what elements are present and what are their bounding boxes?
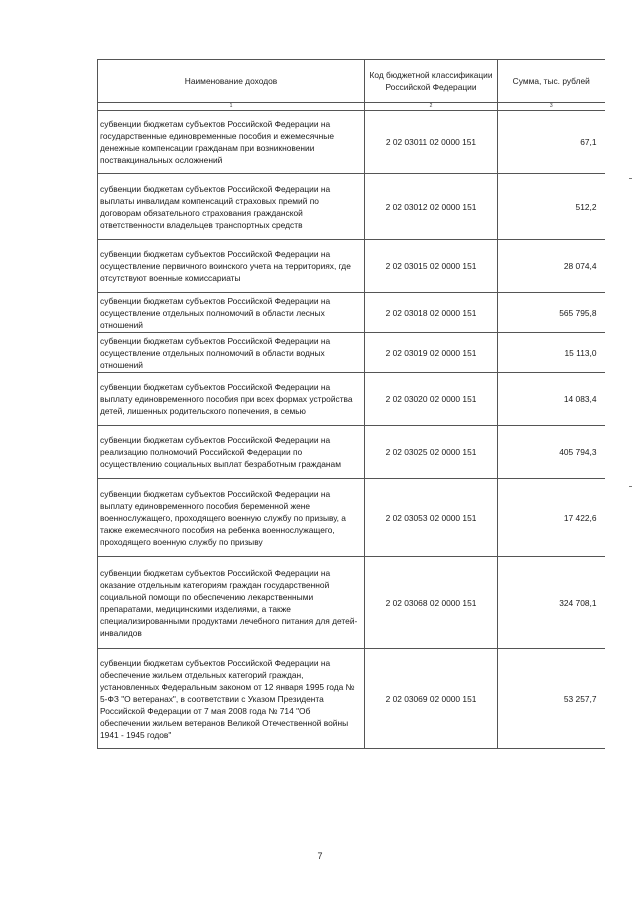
- amount-cell: 565 795,8: [498, 293, 605, 333]
- budget-revenue-table: [97, 59, 605, 749]
- budget-code-cell: 2 02 03020 02 0000 151: [365, 373, 498, 426]
- header-budget-code: Код бюджетной классификации Российской Федерации: [365, 60, 498, 103]
- amount-cell: 15 113,0: [498, 333, 605, 373]
- budget-code-cell: 2 02 03018 02 0000 151: [365, 293, 498, 333]
- revenue-name-cell: субвенции бюджетам субъектов Российской Федерации на оказание отдельным категориям граждан государственной социальной помощи по обеспечению лекарственными препаратами, медицинскими изделиями, а также специализированными продуктами лечебного питания для детей-инвалидов: [98, 557, 365, 649]
- revenue-name-cell: субвенции бюджетам субъектов Российской Федерации на обеспечение жильем отдельных категорий граждан, установленных Федеральным законом от 12 января 1995 года № 5-ФЗ "О ветеранах", в соответствии с Указом Президента Российской Федерации от 7 мая 2008 года № 714 "Об обеспечении жильем ветеранов Великой Отечественной войны 1941 - 1945 годов": [98, 649, 365, 749]
- table-row: [98, 426, 605, 479]
- amount-cell: 512,2: [498, 174, 605, 240]
- column-number-3: 3: [498, 103, 605, 111]
- table-row: [98, 479, 605, 557]
- budget-code-cell: 2 02 03015 02 0000 151: [365, 240, 498, 293]
- scan-mark: [629, 178, 632, 179]
- table-row: [98, 333, 605, 373]
- budget-code-cell: 2 02 03025 02 0000 151: [365, 426, 498, 479]
- column-number-2: 2: [365, 103, 498, 111]
- amount-cell: 67,1: [498, 111, 605, 174]
- column-number-row: [98, 103, 605, 111]
- revenue-name-cell: субвенции бюджетам субъектов Российской Федерации на осуществление отдельных полномочий в области лесных отношений: [98, 293, 365, 333]
- table-row: [98, 111, 605, 174]
- budget-code-cell: 2 02 03069 02 0000 151: [365, 649, 498, 749]
- amount-cell: 53 257,7: [498, 649, 605, 749]
- header-row: [98, 60, 605, 103]
- revenue-name-cell: субвенции бюджетам субъектов Российской Федерации на государственные единовременные пособия и ежемесячные денежные компенсации гражданам при возникновении поствакцинальных осложнений: [98, 111, 365, 174]
- revenue-name-cell: субвенции бюджетам субъектов Российской Федерации на выплату единовременного пособия беременной жене военнослужащего, проходящего военную службу по призыву, а также ежемесячного пособия на ребенка военнослужащего, проходящего военную службу по призыву: [98, 479, 365, 557]
- amount-cell: 324 708,1: [498, 557, 605, 649]
- budget-code-cell: 2 02 03011 02 0000 151: [365, 111, 498, 174]
- amount-cell: 14 083,4: [498, 373, 605, 426]
- amount-cell: 28 074,4: [498, 240, 605, 293]
- budget-code-cell: 2 02 03053 02 0000 151: [365, 479, 498, 557]
- revenue-name-cell: субвенции бюджетам субъектов Российской Федерации на осуществление первичного воинского учета на территориях, где отсутствуют военные комиссариаты: [98, 240, 365, 293]
- table-row: [98, 557, 605, 649]
- revenue-name-cell: субвенции бюджетам субъектов Российской Федерации на выплату единовременного пособия при всех формах устройства детей, лишенных родительского попечения, в семью: [98, 373, 365, 426]
- budget-code-cell: 2 02 03012 02 0000 151: [365, 174, 498, 240]
- table-row: [98, 373, 605, 426]
- table-row: [98, 293, 605, 333]
- budget-revenue-table-container: [97, 59, 604, 749]
- budget-code-cell: 2 02 03019 02 0000 151: [365, 333, 498, 373]
- table-row: [98, 174, 605, 240]
- revenue-name-cell: субвенции бюджетам субъектов Российской Федерации на выплаты инвалидам компенсаций страховых премий по договорам обязательного страхования гражданской ответственности владельцев транспортных средств: [98, 174, 365, 240]
- header-revenue-name: Наименование доходов: [98, 60, 365, 103]
- column-number-1: 1: [98, 103, 365, 111]
- budget-code-cell: 2 02 03068 02 0000 151: [365, 557, 498, 649]
- header-amount: Сумма, тыс. рублей: [498, 60, 605, 103]
- table-row: [98, 240, 605, 293]
- scan-mark: [629, 486, 632, 487]
- amount-cell: 405 794,3: [498, 426, 605, 479]
- table-row: [98, 649, 605, 749]
- page-number: 7: [317, 851, 323, 861]
- table-body: [98, 111, 605, 749]
- revenue-name-cell: субвенции бюджетам субъектов Российской Федерации на осуществление отдельных полномочий в области водных отношений: [98, 333, 365, 373]
- revenue-name-cell: субвенции бюджетам субъектов Российской Федерации на реализацию полномочий Российской Федерации по осуществлению социальных выплат безработным гражданам: [98, 426, 365, 479]
- table-header: [98, 60, 605, 111]
- amount-cell: 17 422,6: [498, 479, 605, 557]
